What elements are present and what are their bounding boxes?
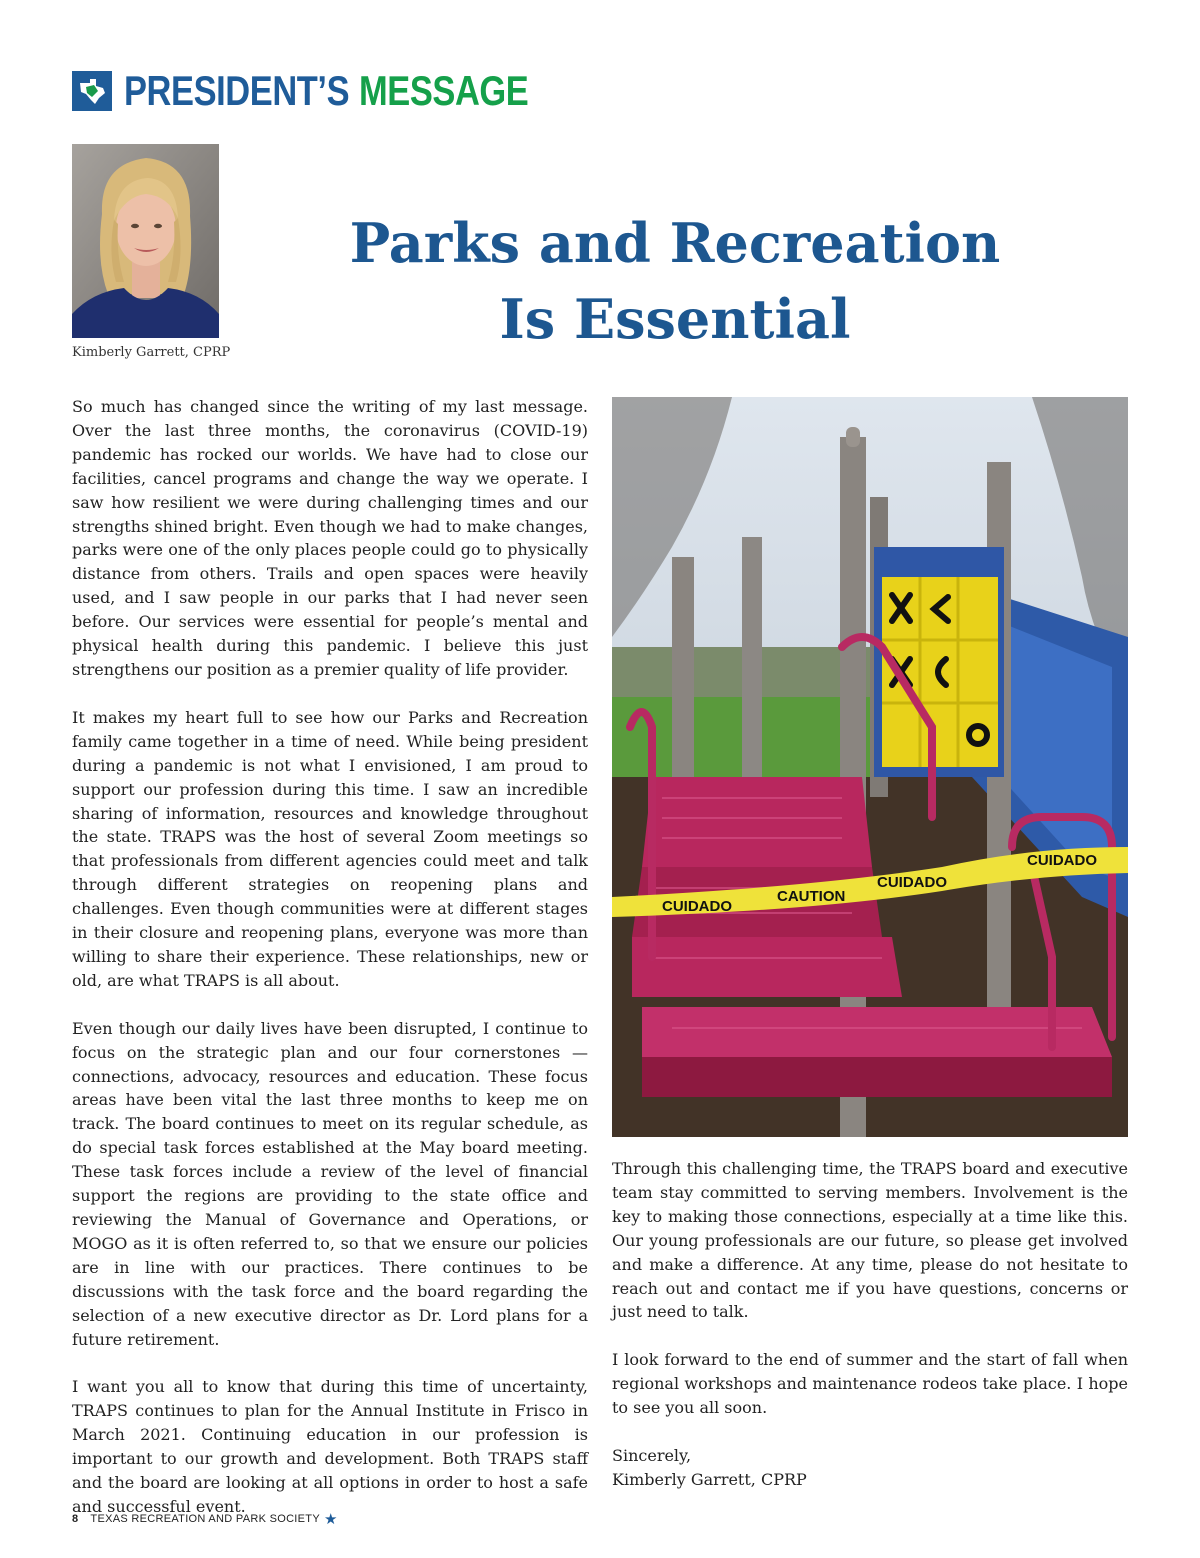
tape-label: CUIDADO xyxy=(1027,852,1097,869)
body-paragraph: I want you all to know that during this time of uncertainty, TRAPS continues to plan for the Annual Institute in Frisco in March 2021. Continuing education in our profession is important to our growth and development. Both TRAPS staff and the board are looking at all options in order to host a safe and successful event. xyxy=(72,1377,588,1516)
author-portrait xyxy=(72,144,219,338)
article-title-line-2: Is Essential xyxy=(499,287,851,351)
section-header xyxy=(72,66,617,116)
tape-label: CUIDADO xyxy=(662,898,732,915)
page-footer xyxy=(72,1510,338,1528)
article-title-line-1: Parks and Recreation xyxy=(349,211,1001,275)
body-paragraph: Through this challenging time, the TRAPS board and executive team stay committed to serving members. Involvement is the key to making those connections, especially at a time like this. Our young professionals are our future, so please get involved and make a difference. At any time, please do not hesitate to reach out and contact me if you have questions, concerns or just need to talk. xyxy=(612,1159,1128,1322)
section-heading-word-1: PRESIDENT’S xyxy=(124,67,350,114)
article-body-left xyxy=(72,395,588,1543)
publication-name: TEXAS RECREATION AND PARK SOCIETY xyxy=(90,1513,320,1525)
playground-photo xyxy=(612,397,1128,1137)
star-icon: ★ xyxy=(323,1511,338,1528)
article-title xyxy=(330,205,1020,357)
signature: Kimberly Garrett, CPRP xyxy=(612,1469,807,1489)
body-paragraph: It makes my heart full to see how our Parks and Recreation family came together in a time of need. While being president during a pandemic is not what I envisioned, I am proud to support our profession during this time. I saw an incredible sharing of information, resources and knowledge throughout the state. TRAPS was the host of several Zoom meetings so that professionals from different agencies could meet and talk through different strategies on reopening plans and challenges. Even though communities were at different stages in their closure and reopening plans, everyone was more than willing to share their experience. These relationships, new or old, are what TRAPS is all about. xyxy=(72,707,588,990)
tape-label: CUIDADO xyxy=(877,874,947,891)
section-heading-word-2: MESSAGE xyxy=(358,67,529,114)
body-paragraph: Even though our daily lives have been disrupted, I continue to focus on the strategic plan and our four cornerstones — connections, advocacy, resources and education. These focus areas have been vital the last three months to keep me on track. The board continues to meet on its regular schedule, as do special task forces established at the May board meeting. These task forces include a review of the level of financial support the regions are providing to the state office and reviewing the Manual of Governance and Operations, or MOGO as it is often referred to, so that we ensure our policies are in line with our practices. There continues to be discussions with the task force and the board regarding the selection of a new executive director as Dr. Lord plans for a future retirement. xyxy=(72,1018,588,1349)
section-heading xyxy=(124,67,528,115)
article-body-right xyxy=(612,1157,1128,1492)
page-number: 8 xyxy=(72,1513,79,1525)
body-paragraph: I look forward to the end of summer and the start of fall when regional workshops and maintenance rodeos take place. I hope to see you all soon. xyxy=(612,1350,1128,1418)
tape-label: CAUTION xyxy=(777,888,846,905)
portrait-caption: Kimberly Garrett, CPRP xyxy=(72,345,231,360)
body-paragraph: So much has changed since the writing of my last message. Over the last three months, the coronavirus (COVID-19) pandemic has rocked our worlds. We have had to close our facilities, cancel programs and change the way we operate. I saw how resilient we were during challenging times and our strengths shined bright. Even though we had to make changes, parks were one of the only places people could go to physically distance from others. Trails and open spaces were heavily used, and I saw people in our parks that I had never seen before. Our services were essential for people’s mental and physical health during this pandemic. I believe this just strengthens our position as a premier quality of life provider. xyxy=(72,397,588,679)
signoff: Sincerely, xyxy=(612,1446,692,1466)
texas-logo-icon xyxy=(72,71,112,111)
